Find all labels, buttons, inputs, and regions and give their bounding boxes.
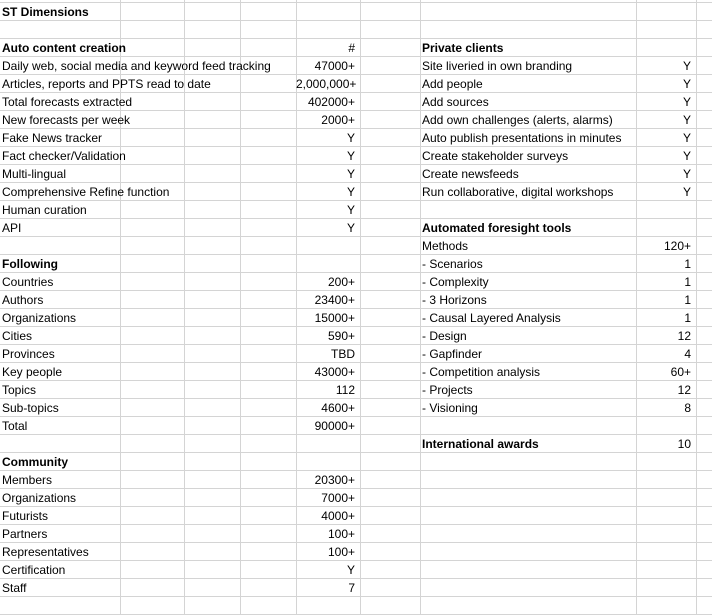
left-row-value[interactable]: 20300+: [314, 473, 355, 487]
left-row-label[interactable]: Key people: [2, 365, 63, 379]
left-section-header[interactable]: Following: [2, 257, 58, 271]
left-row-label[interactable]: API: [2, 221, 22, 235]
right-row-label[interactable]: - Complexity: [422, 275, 489, 289]
left-row-label[interactable]: Organizations: [2, 491, 77, 505]
left-row-value[interactable]: 7: [348, 581, 355, 595]
left-row-value[interactable]: Y: [346, 563, 355, 577]
right-row-value[interactable]: Y: [682, 59, 691, 73]
left-row-value[interactable]: Y: [346, 221, 355, 235]
left-row-value[interactable]: 47000+: [314, 59, 355, 73]
left-row-value[interactable]: Y: [346, 131, 355, 145]
left-row-label[interactable]: Multi-lingual: [2, 167, 67, 181]
left-row-value[interactable]: 590+: [327, 329, 355, 343]
right-row-value[interactable]: 1: [684, 311, 691, 325]
left-row-value[interactable]: 402000+: [307, 95, 355, 109]
left-row-value[interactable]: 43000+: [314, 365, 355, 379]
left-row-value[interactable]: [296, 435, 360, 453]
right-row-value[interactable]: 12: [677, 383, 691, 397]
right-row-label[interactable]: - Projects: [422, 383, 473, 397]
left-row-value[interactable]: [296, 255, 360, 273]
left-row-value[interactable]: 7000+: [321, 491, 355, 505]
right-section-header[interactable]: International awards: [422, 437, 539, 451]
left-row-label[interactable]: Provinces: [2, 347, 55, 361]
right-row-label[interactable]: Add sources: [422, 95, 489, 109]
left-row-label[interactable]: Members: [2, 473, 53, 487]
left-row-value[interactable]: #: [348, 41, 355, 55]
right-row-value[interactable]: Y: [682, 77, 691, 91]
left-row-label[interactable]: Articles, reports and PPTS read to date: [2, 77, 211, 91]
left-row-value[interactable]: Y: [346, 185, 355, 199]
right-row-value[interactable]: 1: [684, 257, 691, 271]
left-row-label[interactable]: Sub-topics: [2, 401, 59, 415]
right-row-value[interactable]: 120+: [663, 239, 691, 253]
left-row-value[interactable]: 90000+: [314, 419, 355, 433]
left-row-label[interactable]: Cities: [2, 329, 33, 343]
left-row-value[interactable]: [296, 237, 360, 255]
sheet-title[interactable]: ST Dimensions: [2, 5, 89, 19]
left-row-label[interactable]: Topics: [2, 383, 37, 397]
right-section-header[interactable]: Private clients: [422, 41, 504, 55]
right-row-value[interactable]: Y: [682, 131, 691, 145]
right-row-label[interactable]: - 3 Horizons: [422, 293, 487, 307]
right-row-value[interactable]: [636, 417, 696, 435]
right-row-value[interactable]: Y: [682, 95, 691, 109]
left-row-value[interactable]: 100+: [327, 545, 355, 559]
right-row-label[interactable]: [420, 201, 634, 219]
right-row-value[interactable]: [636, 201, 696, 219]
left-section-header[interactable]: Community: [2, 455, 68, 469]
left-row-label[interactable]: Human curation: [2, 203, 87, 217]
left-row-value[interactable]: 2000+: [321, 113, 355, 127]
left-row-label[interactable]: Total: [2, 419, 28, 433]
right-row-label[interactable]: - Visioning: [422, 401, 478, 415]
left-row-label[interactable]: Authors: [2, 293, 44, 307]
right-section-header[interactable]: Automated foresight tools: [422, 221, 572, 235]
right-row-value[interactable]: 12: [677, 329, 691, 343]
right-row-label[interactable]: Auto publish presentations in minutes: [422, 131, 622, 145]
left-row-value[interactable]: 15000+: [314, 311, 355, 325]
left-row-value[interactable]: 2,000,000+: [296, 77, 357, 91]
left-row-label[interactable]: Total forecasts extracted: [2, 95, 133, 109]
right-row-value[interactable]: [636, 219, 696, 237]
right-row-value[interactable]: Y: [682, 149, 691, 163]
left-row-label[interactable]: Daily web, social media and keyword feed tracking: [2, 59, 271, 73]
left-row-value[interactable]: 200+: [327, 275, 355, 289]
left-row-label[interactable]: Fact checker/Validation: [2, 149, 126, 163]
left-row-label[interactable]: Countries: [2, 275, 54, 289]
left-row-label[interactable]: Organizations: [2, 311, 77, 325]
right-row-label[interactable]: Add people: [422, 77, 483, 91]
right-row-label[interactable]: - Scenarios: [422, 257, 483, 271]
left-row-label[interactable]: Futurists: [2, 509, 49, 523]
left-row-value[interactable]: 23400+: [314, 293, 355, 307]
left-row-label[interactable]: Partners: [2, 527, 48, 541]
left-row-label[interactable]: Fake News tracker: [2, 131, 103, 145]
right-row-value[interactable]: 60+: [670, 365, 691, 379]
right-row-value[interactable]: 1: [684, 275, 691, 289]
left-row-value[interactable]: Y: [346, 203, 355, 217]
right-row-label[interactable]: [420, 417, 634, 435]
right-row-label[interactable]: - Gapfinder: [422, 347, 483, 361]
left-row-label[interactable]: Staff: [2, 581, 27, 595]
left-section-header[interactable]: Auto content creation: [2, 41, 127, 55]
right-row-label[interactable]: Create newsfeeds: [422, 167, 519, 181]
left-row-label[interactable]: Certification: [2, 563, 66, 577]
left-row-value[interactable]: [296, 453, 360, 471]
right-row-value[interactable]: 8: [684, 401, 691, 415]
right-row-value[interactable]: 4: [684, 347, 691, 361]
right-row-value[interactable]: Y: [682, 167, 691, 181]
left-row-value[interactable]: 112: [335, 383, 355, 397]
right-row-label[interactable]: Create stakeholder surveys: [422, 149, 569, 163]
right-row-label[interactable]: Methods: [422, 239, 469, 253]
right-row-value[interactable]: Y: [682, 185, 691, 199]
left-row-value[interactable]: 100+: [327, 527, 355, 541]
right-row-value[interactable]: [636, 39, 696, 57]
right-row-label[interactable]: Add own challenges (alerts, alarms): [422, 113, 613, 127]
left-row-value[interactable]: TBD: [331, 347, 355, 361]
left-row-value[interactable]: Y: [346, 149, 355, 163]
left-row-label[interactable]: Comprehensive Refine function: [2, 185, 170, 199]
left-row-value[interactable]: 4600+: [321, 401, 355, 415]
left-row-value[interactable]: 4000+: [321, 509, 355, 523]
right-row-label[interactable]: Site liveried in own branding: [422, 59, 573, 73]
right-row-value[interactable]: Y: [682, 113, 691, 127]
left-row-label[interactable]: [0, 237, 290, 255]
right-row-value[interactable]: 10: [677, 437, 691, 451]
left-row-value[interactable]: Y: [346, 167, 355, 181]
right-row-label[interactable]: Run collaborative, digital workshops: [422, 185, 614, 199]
right-row-label[interactable]: - Design: [422, 329, 467, 343]
right-row-value[interactable]: 1: [684, 293, 691, 307]
right-row-label[interactable]: - Causal Layered Analysis: [422, 311, 561, 325]
left-row-label[interactable]: Representatives: [2, 545, 89, 559]
left-row-label[interactable]: New forecasts per week: [2, 113, 131, 127]
right-row-label[interactable]: - Competition analysis: [422, 365, 541, 379]
left-row-label[interactable]: [0, 435, 290, 453]
